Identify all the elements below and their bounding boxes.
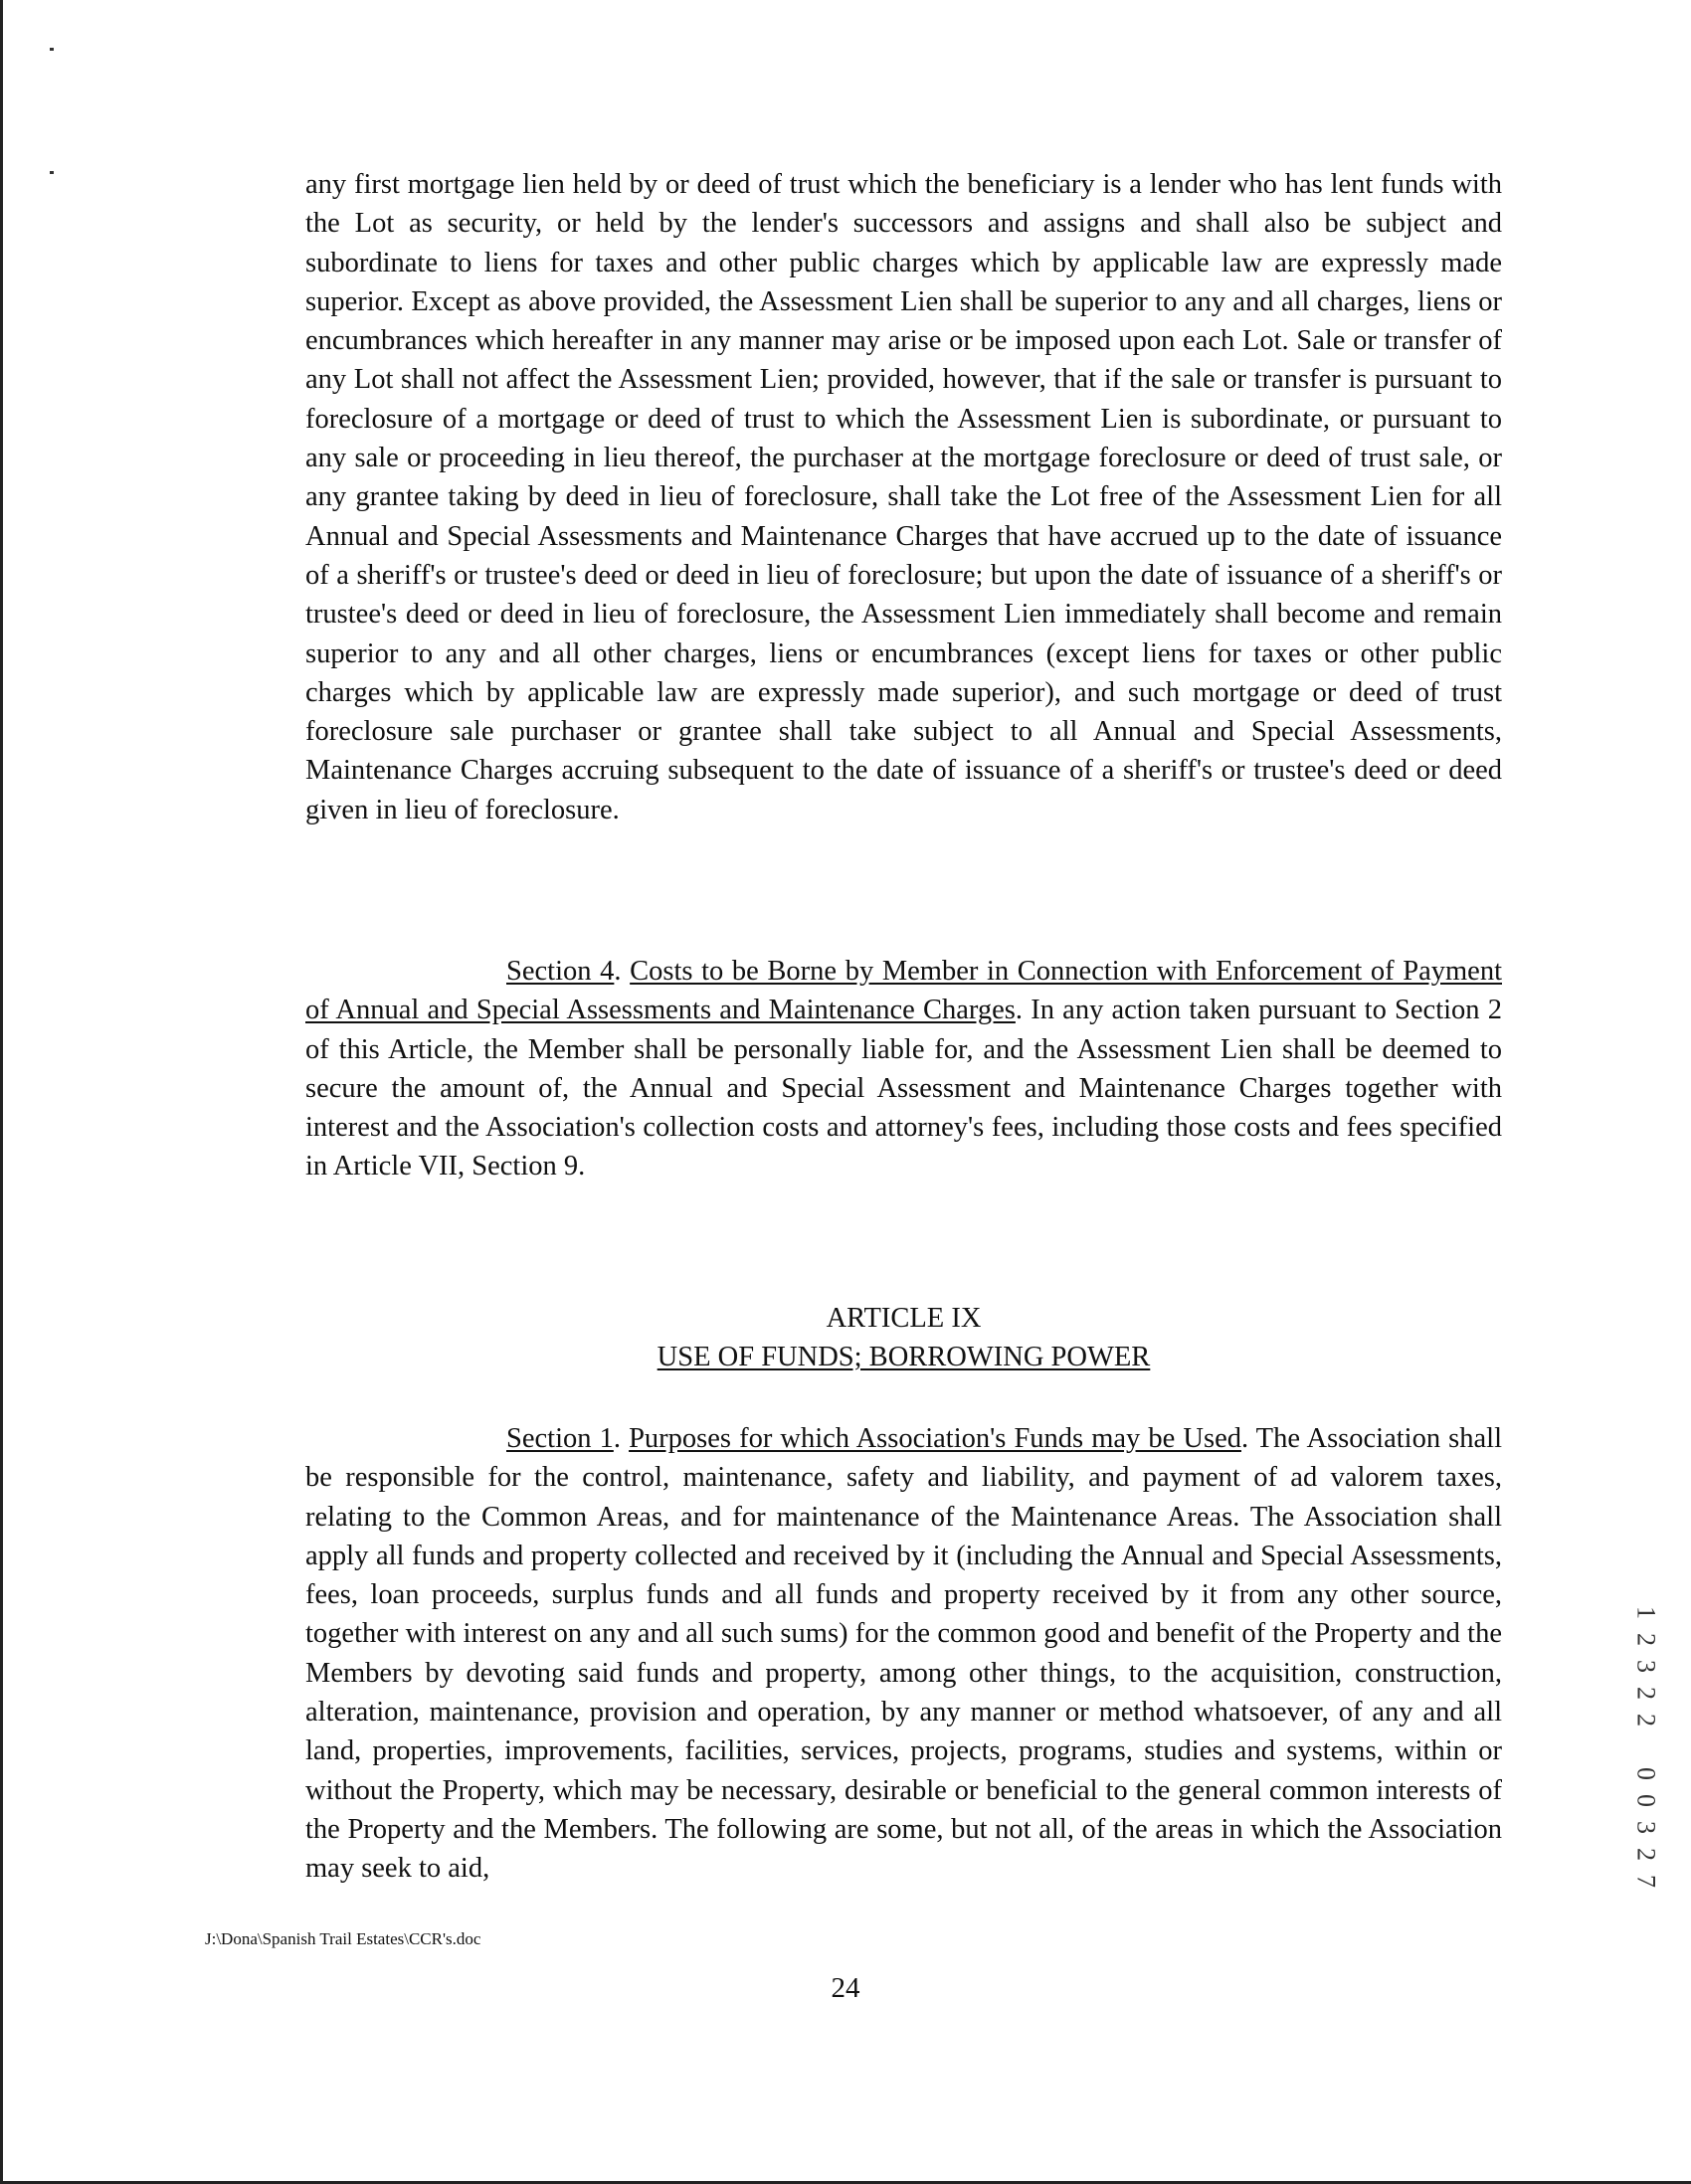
section-4-heading: Costs to be Borne by Member in Connection with Enforcement of Payment of Annual and Special Assessments and Maintenance Charges bbox=[305, 956, 1502, 1026]
article-title bbox=[305, 1338, 1502, 1376]
stamp-char: 7 bbox=[1631, 1875, 1661, 1888]
section-4-label: Section 4 bbox=[506, 956, 615, 987]
article-number: ARTICLE IX bbox=[826, 1303, 982, 1334]
recording-number-stamp bbox=[1631, 1599, 1661, 1895]
stamp-char: 2 bbox=[1631, 1714, 1661, 1727]
section-4-separator: . bbox=[614, 956, 631, 987]
section-1-separator: . bbox=[613, 1423, 630, 1454]
stamp-gap bbox=[1633, 1732, 1660, 1762]
section-4-heading-period: . bbox=[1015, 995, 1024, 1026]
scan-speck bbox=[50, 171, 54, 174]
article-title-text: USE OF FUNDS; BORROWING POWER bbox=[657, 1342, 1151, 1372]
scan-speck bbox=[50, 48, 54, 51]
stamp-char: 0 bbox=[1631, 1794, 1661, 1807]
page-number: 24 bbox=[831, 1972, 860, 2004]
stamp-char: 1 bbox=[1631, 1606, 1661, 1619]
footer-file-path: J:\Dona\Spanish Trail Estates\CCR's.doc bbox=[205, 1929, 481, 1948]
stamp-char: 3 bbox=[1631, 1660, 1661, 1673]
stamp-char: 2 bbox=[1631, 1687, 1661, 1700]
page-edge-left bbox=[0, 0, 3, 2184]
section-1-heading: Purposes for which Association's Funds may be Used bbox=[629, 1423, 1241, 1454]
stamp-char: 3 bbox=[1631, 1821, 1661, 1834]
paragraph-section-1 bbox=[305, 1419, 1502, 1889]
stamp-char: 0 bbox=[1631, 1767, 1661, 1780]
stamp-char: 2 bbox=[1631, 1633, 1661, 1646]
section-1-heading-period: . bbox=[1240, 1423, 1249, 1454]
paragraph-text: any first mortgage lien held by or deed of trust which the beneficiary is a lender who has lent funds with the Lot as security, or held by the lender's successors and assigns and shall also be subject and subordinate to liens for taxes and other public charges which by applicable law are expressly made superior. Except as above provided, the Assessment Lien shall be superior to any and all charges, liens or encumbrances which hereafter in any manner may arise or be imposed upon each Lot. Sale or transfer of any Lot shall not affect the Assessment Lien; provided, however, that if the sale or transfer is pursuant to foreclosure of a mortgage or deed of trust to which the Assessment Lien is subordinate, or pursuant to any sale or proceeding in lieu thereof, the purchaser at the mortgage foreclosure or deed of trust sale, or any grantee taking by deed in lieu of foreclosure, shall take the Lot free of the Assessment Lien for all Annual and Special Assessments and Maintenance Charges that have accrued up to the date of issuance of a sheriff's or trustee's deed or deed in lieu of foreclosure; but upon the date of issuance of a sheriff's or trustee's deed or deed in lieu of foreclosure, the Assessment Lien immediately shall become and remain superior to any and all other charges, liens or encumbrances (except liens for taxes or other public charges which by applicable law are expressly made superior), and such mortgage or deed of trust foreclosure sale purchaser or grantee shall take subject to all Annual and Special Assessments, Maintenance Charges accruing subsequent to the date of issuance of a sheriff's or trustee's deed or deed given in lieu of foreclosure. bbox=[305, 169, 1502, 825]
paragraph-section-4 bbox=[305, 952, 1502, 1186]
section-1-body: The Association shall be responsible for the control, maintenance, safety and liability, and payment of ad valorem taxes, relating to the Common Areas, and for maintenance of the Maintenance Areas. The Association shall apply all funds and property collected and received by it (including the Annual and Special Assessments, fees, loan proceeds, surplus funds and all funds and property received by it from any other source, together with interest on any and all such sums) for the common good and benefit of the Property and the Members by devoting said funds and property, among other things, to the acquisition, construction, alteration, maintenance, provision and operation, by any manner or method whatsoever, of any and all land, properties, improvements, facilities, services, projects, programs, studies and systems, within or without the Property, which may be necessary, desirable or beneficial to the general common interests of the Property and the Members. The following are some, but not all, of the areas in which the Association may seek to aid, bbox=[305, 1423, 1502, 1885]
paragraph-lien-priority bbox=[305, 165, 1502, 829]
stamp-char: 2 bbox=[1631, 1848, 1661, 1861]
section-1-label: Section 1 bbox=[506, 1423, 614, 1454]
section-4-body: In any action taken pursuant to Section 2 of this Article, the Member shall be personally liable for, and the Assessment Lien shall be deemed to secure the amount of, the Annual and Special Assessment and Maintenance Charges together with interest and the Association's collection costs and attorney's fees, including those costs and fees specified in Article VII, Section 9. bbox=[305, 995, 1502, 1183]
